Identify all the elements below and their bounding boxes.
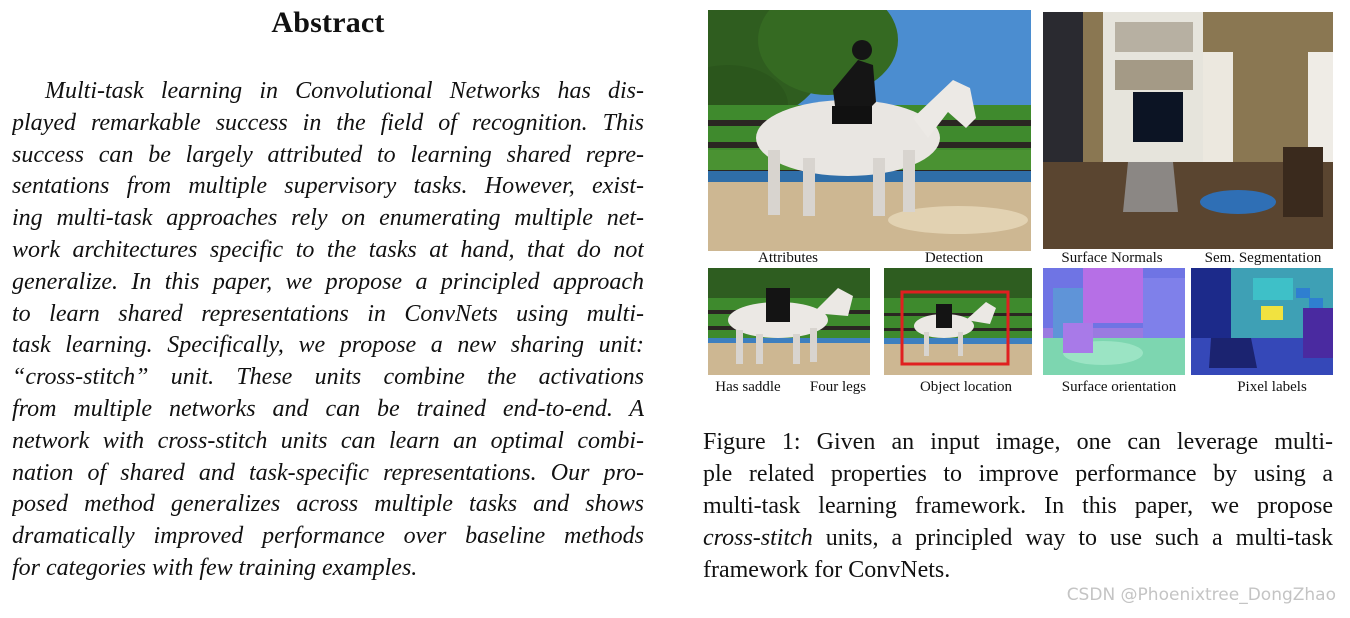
figure-caption (703, 426, 1333, 586)
label-object-location: Object location (919, 379, 1013, 395)
abstract-line: nation of shared and task-specific representations. Our pro- (12, 459, 644, 486)
label-detection: Detection (924, 250, 984, 266)
abstract-line: network with cross-stitch units can learn an optimal combi- (12, 427, 644, 454)
abstract-line: dramatically improved performance over baseline methods (12, 523, 644, 550)
caption-line: multi-task learning framework. In this paper, we propose (703, 493, 1333, 519)
caption-text: Given an input image, one can leverage multi- (800, 429, 1333, 455)
label-four-legs: Four legs (809, 379, 867, 395)
caption-text: units, a principled way to use such a multi-task (812, 525, 1333, 551)
abstract-line: “cross-stitch” unit. These units combine the activations (12, 364, 644, 391)
caption-line (703, 426, 1333, 458)
abstract-line: ing multi-task approaches rely on enumerating multiple net- (12, 205, 644, 232)
abstract-line: sentations from multiple supervisory tasks. However, exist- (12, 173, 644, 200)
abstract-line: posed method generalizes across multiple tasks and shows (12, 491, 644, 518)
label-sem-segmentation: Sem. Segmentation (1204, 250, 1322, 266)
horse-detection-thumb (884, 268, 1032, 375)
abstract-line: task learning. Specifically, we propose a new sharing unit: (12, 332, 644, 359)
abstract-line: success can be largely attributed to learning shared repre- (12, 141, 644, 168)
abstract-line: work architectures specific to the tasks at hand, that do not (12, 236, 644, 263)
horse-attributes-thumb (708, 268, 870, 375)
abstract-line: for categories with few training examples. (12, 554, 418, 581)
figure-1 (703, 0, 1343, 410)
abstract-line: to learn shared representations in ConvNets using multi- (12, 300, 644, 327)
watermark: CSDN @Phoenixtree_DongZhao (1066, 585, 1336, 605)
label-surface-orientation: Surface orientation (1061, 379, 1177, 395)
caption-line (703, 522, 1333, 554)
abstract-line: generalize. In this paper, we propose a principled approach (12, 268, 644, 295)
label-has-saddle: Has saddle (715, 379, 781, 395)
abstract-line: from multiple networks and can be trained end-to-end. A (12, 395, 644, 422)
label-surface-normals: Surface Normals (1061, 250, 1163, 266)
abstract-line: Multi-task learning in Convolutional Networks has dis- (45, 78, 644, 104)
caption-figure-number: Figure 1: (703, 429, 801, 455)
horse-photo (708, 10, 1031, 251)
caption-line: ple related properties to improve performance by using a (703, 461, 1333, 487)
label-attributes: Attributes (758, 250, 818, 266)
abstract-body (12, 76, 644, 585)
surface-orientation-map (1043, 268, 1185, 375)
caption-line: framework for ConvNets. (703, 557, 951, 583)
label-pixel-labels: Pixel labels (1237, 379, 1307, 395)
caption-emphasis: cross-stitch (703, 525, 813, 551)
pixel-labels-map (1191, 268, 1333, 375)
abstract-line: played remarkable success in the field of recognition. This (12, 109, 644, 136)
room-photo (1043, 12, 1333, 249)
abstract-title: Abstract (271, 6, 385, 39)
